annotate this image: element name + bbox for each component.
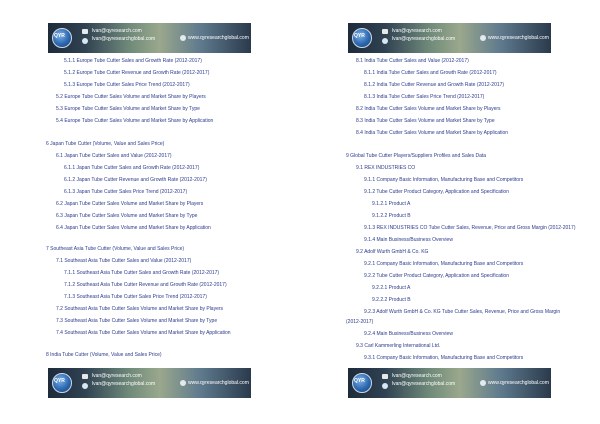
toc-entry[interactable]: 9.1.2.1 Product A [372, 201, 411, 207]
toc-entry[interactable]: 7.1 Southeast Asia Tube Cutter Sales and Value (2012-2017) [56, 258, 192, 264]
logo-text: QYR [354, 378, 365, 384]
toc-entry[interactable]: 5.2 Europe Tube Cutter Sales Volume and Market Share by Players [56, 94, 206, 100]
globe-icon [382, 38, 388, 44]
toc-entry[interactable]: 9.1.2 Tube Cutter Product Category, Application and Specification [364, 189, 509, 195]
web-icon [180, 380, 186, 386]
mail-icon [382, 29, 388, 34]
toc-entry[interactable]: 8.1 India Tube Cutter Sales and Value (2012-2017) [356, 58, 469, 64]
toc-entry[interactable]: 6.1 Japan Tube Cutter Sales and Value (2012-2017) [56, 153, 172, 159]
toc-entry[interactable]: 8.1.2 India Tube Cutter Revenue and Growth Rate (2012-2017) [364, 82, 505, 88]
toc-entry[interactable]: 6.1.1 Japan Tube Cutter Sales and Growth Rate (2012-2017) [64, 165, 200, 171]
logo-text: QYR [54, 33, 65, 39]
toc-entry[interactable]: 8.4 India Tube Cutter Sales Volume and Market Share by Application [356, 130, 509, 136]
mail-icon [82, 29, 88, 34]
banner-email: lvan@qyresearch.com [392, 28, 442, 34]
toc-entry[interactable]: 7.4 Southeast Asia Tube Cutter Sales Volume and Market Share by Application [56, 330, 231, 336]
footer-banner [348, 368, 551, 398]
toc-entry[interactable]: 5.1.2 Europe Tube Cutter Revenue and Growth Rate (2012-2017) [64, 70, 210, 76]
globe-icon [382, 383, 388, 389]
toc-entry[interactable]: 8 India Tube Cutter (Volume, Value and Sales Price) [46, 352, 162, 358]
header-banner [48, 23, 251, 53]
toc-entry[interactable]: 5.3 Europe Tube Cutter Sales Volume and Market Share by Type [56, 106, 200, 112]
toc-entry[interactable]: 9.3 Carl Kammerling International Ltd. [356, 343, 441, 349]
toc-entry[interactable]: 6.1.3 Japan Tube Cutter Sales Price Trend (2012-2017) [64, 189, 188, 195]
banner-email: lvan@qyresearch.com [392, 373, 442, 379]
toc-entry[interactable]: 5.1.3 Europe Tube Cutter Sales Price Trend (2012-2017) [64, 82, 190, 88]
toc-entry[interactable]: 7.2 Southeast Asia Tube Cutter Sales Volume and Market Share by Players [56, 306, 224, 312]
toc-entry[interactable]: 6.3 Japan Tube Cutter Sales Volume and Market Share by Type [56, 213, 198, 219]
toc-entry[interactable]: 8.1.1 India Tube Cutter Sales and Growth Rate (2012-2017) [364, 70, 497, 76]
toc-entry[interactable]: 6 Japan Tube Cutter (Volume, Value and Sales Price) [46, 141, 165, 147]
toc-entry[interactable]: 9.1.3 REX INDUSTRIES CO Tube Cutter Sales, Revenue, Price and Gross Margin (2012-2017) [364, 225, 576, 231]
toc-entry[interactable]: 9.1 REX INDUSTRIES CO [356, 165, 416, 171]
toc-entry[interactable]: 9.2 Adolf Wurth GmbH & Co. KG [356, 249, 429, 255]
globe-icon [82, 38, 88, 44]
toc-entry[interactable]: 6.1.2 Japan Tube Cutter Revenue and Growth Rate (2012-2017) [64, 177, 207, 183]
toc-entry[interactable]: 7.1.3 Southeast Asia Tube Cutter Sales Price Trend (2012-2017) [64, 294, 207, 300]
toc-entry[interactable]: 6.2 Japan Tube Cutter Sales Volume and Market Share by Players [56, 201, 204, 207]
header-banner [348, 23, 551, 53]
web-icon [480, 380, 486, 386]
banner-email-2: lvan@qyresearchglobal.com [392, 381, 456, 387]
web-icon [480, 35, 486, 41]
toc-entry[interactable]: 9.2.2 Tube Cutter Product Category, Application and Specification [364, 273, 509, 279]
toc-entry[interactable]: 9.1.1 Company Basic Information, Manufacturing Base and Competitors [364, 177, 524, 183]
banner-email-2: lvan@qyresearchglobal.com [92, 36, 156, 42]
banner-email-2: lvan@qyresearchglobal.com [392, 36, 456, 42]
toc-entry[interactable]: 9.2.2.2 Product B [372, 297, 411, 303]
banner-website: www.qyresearchglobal.com [488, 35, 549, 41]
banner-website: www.qyresearchglobal.com [188, 380, 249, 386]
toc-entry[interactable]: 9.2.3 Adolf Wurth GmbH & Co. KG Tube Cutter Sales, Revenue, Price and Gross Margin [364, 309, 561, 315]
toc-entry[interactable]: 7 Southeast Asia Tube Cutter (Volume, Value and Sales Price) [46, 246, 185, 252]
logo-text: QYR [54, 378, 65, 384]
banner-website: www.qyresearchglobal.com [488, 380, 549, 386]
toc-entry[interactable]: 8.1.3 India Tube Cutter Sales Price Trend (2012-2017) [364, 94, 485, 100]
mail-icon [382, 374, 388, 379]
banner-email: lvan@qyresearch.com [92, 373, 142, 379]
toc-entry[interactable]: 6.4 Japan Tube Cutter Sales Volume and Market Share by Application [56, 225, 211, 231]
toc-entry[interactable]: 7.1.2 Southeast Asia Tube Cutter Revenue and Growth Rate (2012-2017) [64, 282, 227, 288]
banner-website: www.qyresearchglobal.com [188, 35, 249, 41]
web-icon [180, 35, 186, 41]
banner-email-2: lvan@qyresearchglobal.com [92, 381, 156, 387]
toc-entry[interactable]: 9.2.2.1 Product A [372, 285, 411, 291]
toc-entry[interactable]: 8.2 India Tube Cutter Sales Volume and Market Share by Players [356, 106, 501, 112]
logo-text: QYR [354, 33, 365, 39]
toc-entry[interactable]: 7.1.1 Southeast Asia Tube Cutter Sales and Growth Rate (2012-2017) [64, 270, 220, 276]
toc-entry[interactable]: 9 Global Tube Cutter Players/Suppliers Profiles and Sales Data [346, 153, 487, 159]
banner-email: lvan@qyresearch.com [92, 28, 142, 34]
right-page [300, 0, 600, 424]
footer-banner [48, 368, 251, 398]
toc-entry[interactable]: 5.1.1 Europe Tube Cutter Sales and Growth Rate (2012-2017) [64, 58, 202, 64]
toc-entry[interactable]: 9.1.4 Main Business/Business Overview [364, 237, 453, 243]
mail-icon [82, 374, 88, 379]
toc-entry[interactable]: 9.3.1 Company Basic Information, Manufacturing Base and Competitors [364, 355, 524, 361]
toc-entry[interactable]: 7.3 Southeast Asia Tube Cutter Sales Volume and Market Share by Type [56, 318, 218, 324]
toc-entry[interactable]: 9.2.4 Main Business/Business Overview [364, 331, 453, 337]
toc-entry[interactable]: (2012-2017) [346, 319, 374, 325]
toc-entry[interactable]: 8.3 India Tube Cutter Sales Volume and Market Share by Type [356, 118, 495, 124]
toc-entry[interactable]: 5.4 Europe Tube Cutter Sales Volume and Market Share by Application [56, 118, 214, 124]
globe-icon [82, 383, 88, 389]
toc-entry[interactable]: 9.2.1 Company Basic Information, Manufacturing Base and Competitors [364, 261, 524, 267]
toc-entry[interactable]: 9.1.2.2 Product B [372, 213, 411, 219]
